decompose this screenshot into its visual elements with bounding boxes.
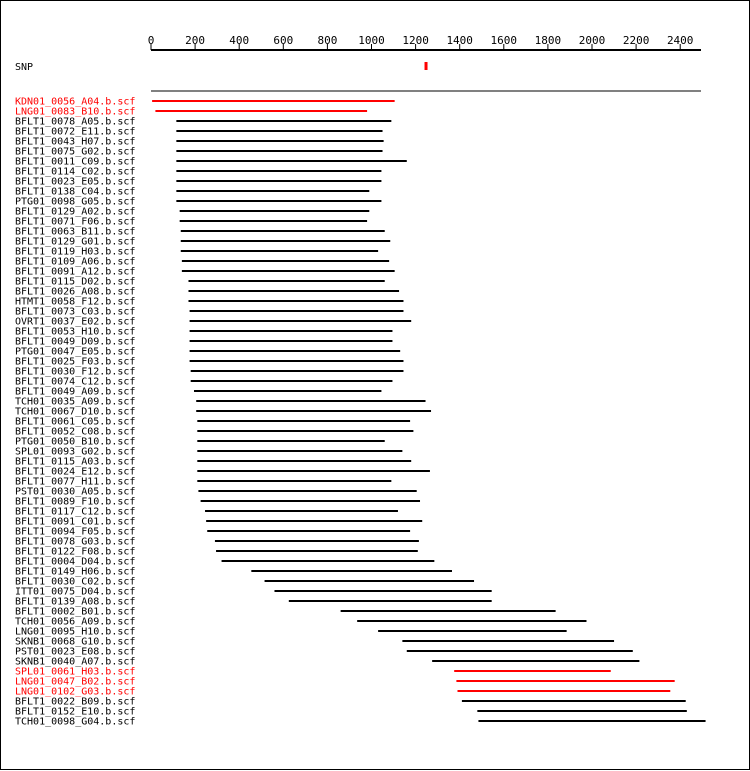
snp-marker (425, 62, 428, 70)
x-tick-label: 800 (317, 34, 338, 47)
read-label[interactable]: BFLT1_0077_H11.b.scf (15, 476, 136, 488)
read-label[interactable]: BFLT1_0053_H10.b.scf (15, 326, 136, 338)
read-label[interactable]: BFLT1_0094_F05.b.scf (15, 526, 136, 538)
read-label[interactable]: BFLT1_0073_C03.b.scf (15, 306, 136, 318)
read-label[interactable]: BFLT1_0152_E10.b.scf (15, 706, 136, 718)
x-tick-label: 2200 (622, 34, 650, 47)
x-tick-label: 200 (185, 34, 206, 47)
read-label[interactable]: PST01_0023_E08.b.scf (15, 646, 136, 658)
read-label[interactable]: BFLT1_0109_A06.b.scf (15, 256, 136, 268)
read-label[interactable]: BFLT1_0091_A12.b.scf (15, 266, 136, 278)
read-label[interactable]: BFLT1_0063_B11.b.scf (15, 226, 136, 238)
read-label[interactable]: BFLT1_0149_H06.b.scf (15, 566, 136, 578)
x-tick-label: 1400 (446, 34, 473, 47)
read-label[interactable]: LNG01_0102_G03.b.scf (15, 686, 136, 698)
read-label[interactable]: BFLT1_0089_F10.b.scf (15, 496, 136, 508)
x-axis (148, 34, 701, 50)
read-label[interactable]: SPL01_0061_H03.b.scf (15, 666, 136, 678)
read-label[interactable]: BFLT1_0139_A08.b.scf (15, 596, 136, 608)
x-tick-label: 2400 (666, 34, 694, 47)
x-tick-label: 1000 (358, 34, 385, 47)
read-label[interactable]: ITT01_0075_D04.b.scf (15, 586, 136, 598)
read-label[interactable]: BFLT1_0002_B01.b.scf (15, 606, 136, 618)
x-tick-label: 1200 (402, 34, 429, 47)
snp-track (15, 62, 428, 73)
read-label[interactable]: BFLT1_0061_C05.b.scf (15, 416, 136, 428)
read-label[interactable]: SKNB1_0040_A07.b.scf (15, 656, 136, 668)
read-label[interactable]: BFLT1_0091_C01.b.scf (15, 516, 136, 528)
read-label[interactable]: BFLT1_0114_C02.b.scf (15, 166, 136, 178)
read-label[interactable]: BFLT1_0030_C02.b.scf (15, 576, 136, 588)
read-label[interactable]: PTG01_0047_E05.b.scf (15, 346, 136, 358)
read-alignment-chart (1, 1, 750, 771)
read-label[interactable]: TCH01_0056_A09.b.scf (15, 616, 136, 628)
read-label[interactable]: TCH01_0035_A09.b.scf (15, 396, 136, 408)
read-label[interactable]: BFLT1_0138_C04.b.scf (15, 186, 136, 198)
read-label[interactable]: SKNB1_0068_G10.b.scf (15, 636, 136, 648)
x-tick-label: 0 (147, 34, 155, 47)
read-label[interactable]: BFLT1_0117_C12.b.scf (15, 506, 136, 518)
x-tick-label: 400 (229, 34, 250, 47)
read-label[interactable]: BFLT1_0129_G01.b.scf (15, 236, 136, 248)
read-label[interactable]: BFLT1_0078_A05.b.scf (15, 116, 136, 128)
read-label[interactable]: BFLT1_0049_D09.b.scf (15, 336, 136, 348)
read-label[interactable]: LNG01_0083_B10.b.scf (15, 106, 136, 118)
read-row (15, 717, 706, 728)
read-label[interactable]: BFLT1_0004_D04.b.scf (15, 556, 136, 568)
read-label[interactable]: BFLT1_0043_H07.b.scf (15, 136, 136, 148)
read-label[interactable]: BFLT1_0022_B09.b.scf (15, 696, 136, 708)
read-label[interactable]: BFLT1_0075_G02.b.scf (15, 146, 136, 158)
read-label[interactable]: LNG01_0047_B02.b.scf (15, 676, 136, 688)
read-label[interactable]: TCH01_0098_G04.b.scf (15, 716, 136, 728)
read-label[interactable]: BFLT1_0030_F12.b.scf (15, 366, 136, 378)
read-label[interactable]: OVRT1_0037_E02.b.scf (15, 316, 136, 328)
read-label[interactable]: BFLT1_0024_E12.b.scf (15, 466, 136, 478)
read-label[interactable]: LNG01_0095_H10.b.scf (15, 626, 136, 638)
read-label[interactable]: BFLT1_0025_F03.b.scf (15, 356, 136, 368)
x-tick-label: 600 (273, 34, 294, 47)
read-label[interactable]: BFLT1_0071_F06.b.scf (15, 216, 136, 228)
read-label[interactable]: BFLT1_0023_E05.b.scf (15, 176, 136, 188)
read-label[interactable]: BFLT1_0115_A03.b.scf (15, 456, 136, 468)
read-label[interactable]: PST01_0030_A05.b.scf (15, 486, 136, 498)
x-tick-label: 1800 (534, 34, 562, 47)
read-label[interactable]: BFLT1_0078_G03.b.scf (15, 536, 136, 548)
read-label[interactable]: SPL01_0093_G02.b.scf (15, 446, 136, 458)
x-tick-label: 1600 (490, 34, 518, 47)
read-label[interactable]: PTG01_0098_G05.b.scf (15, 196, 136, 208)
read-label[interactable]: BFLT1_0129_A02.b.scf (15, 206, 136, 218)
read-label[interactable]: BFLT1_0115_D02.b.scf (15, 276, 136, 288)
read-label[interactable]: BFLT1_0052_C08.b.scf (15, 426, 136, 438)
read-label[interactable]: PTG01_0050_B10.b.scf (15, 436, 136, 448)
read-label[interactable]: HTMT1_0058_F12.b.scf (15, 296, 136, 308)
snp-track-label: SNP (15, 62, 34, 73)
read-label[interactable]: BFLT1_0119_H03.b.scf (15, 246, 136, 258)
read-label[interactable]: BFLT1_0026_A08.b.scf (15, 286, 136, 298)
read-label[interactable]: BFLT1_0122_F08.b.scf (15, 546, 136, 558)
read-label[interactable]: BFLT1_0011_C09.b.scf (15, 156, 136, 168)
read-list (15, 97, 706, 728)
read-label[interactable]: TCH01_0067_D10.b.scf (15, 406, 136, 418)
read-label[interactable]: KDN01_0056_A04.b.scf (15, 96, 136, 108)
x-tick-label: 2000 (578, 34, 606, 47)
read-label[interactable]: BFLT1_0072_E11.b.scf (15, 126, 136, 138)
read-label[interactable]: BFLT1_0074_C12.b.scf (15, 376, 136, 388)
read-label[interactable]: BFLT1_0049_A09.b.scf (15, 386, 136, 398)
